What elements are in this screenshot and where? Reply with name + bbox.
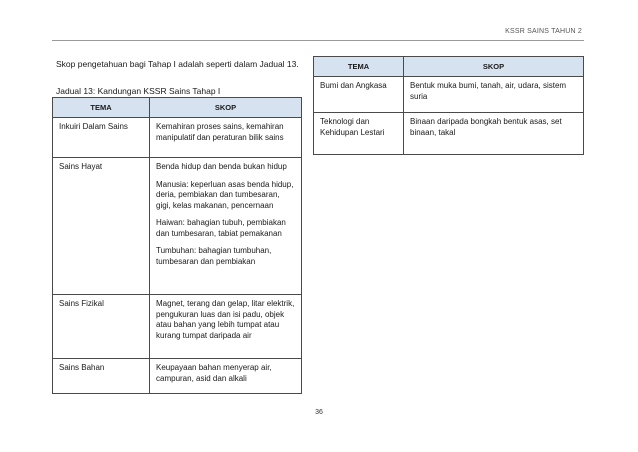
tema-cell: Inkuiri Dalam Sains: [53, 118, 150, 158]
header-rule: [52, 40, 584, 41]
skop-text: Kemahiran proses sains, kemahiran manipulatif dan peraturan bilik sains: [156, 122, 284, 142]
table-row: [53, 118, 302, 158]
content-table-right: [313, 56, 584, 155]
table-row: [53, 359, 302, 394]
skop-cell: [404, 77, 584, 113]
skop-text: Benda hidup dan benda bukan hidup: [156, 162, 287, 171]
skop-cell: [150, 359, 302, 394]
table-row: [53, 295, 302, 359]
header-tema: TEMA: [53, 98, 150, 118]
header-tema: TEMA: [314, 57, 404, 77]
tema-cell: Teknologi dan Kehidupan Lestari: [314, 113, 404, 155]
table-header-row: [314, 57, 584, 77]
skop-text: Keupayaan bahan menyerap air, campuran, asid dan alkali: [156, 363, 272, 383]
skop-cell: [150, 118, 302, 158]
header-skop: SKOP: [404, 57, 584, 77]
table-header-row: [53, 98, 302, 118]
table-row: [53, 158, 302, 295]
skop-text: Manusia: keperluan asas benda hidup, deria, pembiakan dan tumbesaran, gigi, kelas makanan, pencernaan: [156, 179, 294, 210]
skop-text: Bentuk muka bumi, tanah, air, udara, sistem suria: [410, 81, 567, 101]
skop-text: Haiwan: bahagian tubuh, pembiakan dan tumbesaran, tabiat pemakanan: [156, 218, 286, 238]
running-header: KSSR SAINS TAHUN 2: [505, 28, 582, 35]
skop-text: Binaan daripada bongkah bentuk asas, set binaan, takal: [410, 117, 562, 137]
tema-cell: Bumi dan Angkasa: [314, 77, 404, 113]
skop-cell: [150, 295, 302, 359]
content-table-left: [52, 97, 302, 394]
tema-cell: Sains Bahan: [53, 359, 150, 394]
table-row: [314, 113, 584, 155]
tema-cell: Sains Fizikal: [53, 295, 150, 359]
intro-paragraph: Skop pengetahuan bagi Tahap I adalah seperti dalam Jadual 13.: [56, 59, 299, 69]
skop-text: Tumbuhan: bahagian tumbuhan, tumbesaran dan pembiakan: [156, 246, 272, 266]
header-skop: SKOP: [150, 98, 302, 118]
skop-text: Magnet, terang dan gelap, litar elektrik, pengukuran luas dan isi padu, objek atau bahan yang lebih tumpat atau kurang tumpat daripada air: [156, 299, 295, 340]
table-caption: Jadual 13: Kandungan KSSR Sains Tahap I: [56, 86, 221, 96]
table-row: [314, 77, 584, 113]
skop-cell: [404, 113, 584, 155]
page-number: 36: [315, 409, 323, 416]
tema-cell: Sains Hayat: [53, 158, 150, 295]
skop-cell: [150, 158, 302, 295]
